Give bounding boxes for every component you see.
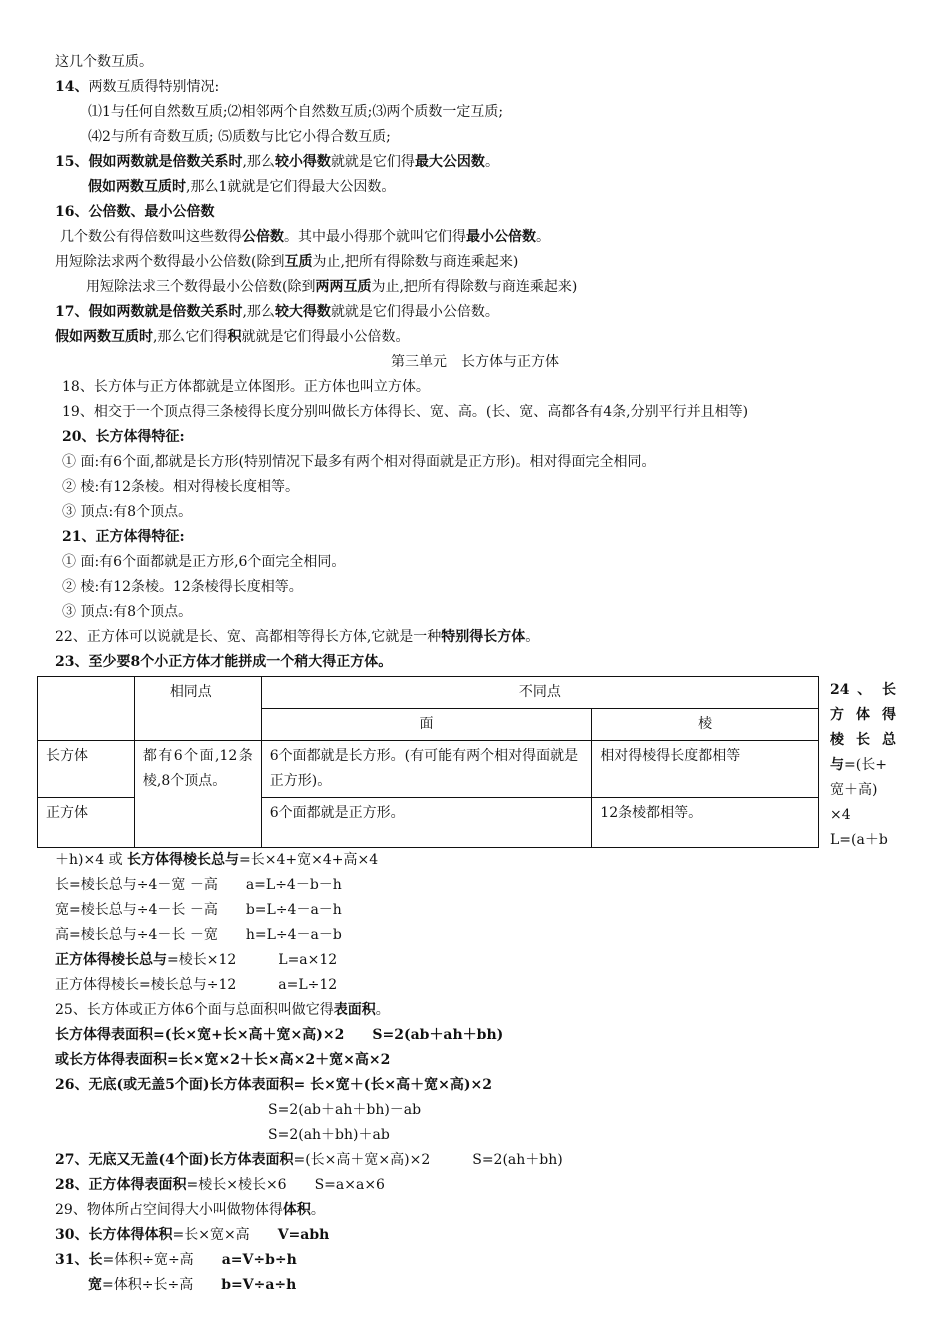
bold-span: b=V÷a÷h xyxy=(221,1277,297,1293)
text-span: =棱长×棱长×6 S=a×a×6 xyxy=(186,1177,385,1193)
formula-line: S=2(ah＋bh)＋ab xyxy=(268,1127,390,1143)
text-line xyxy=(55,302,499,322)
text-line xyxy=(55,950,337,970)
text-line: ⑴1与任何自然数互质;⑵相邻两个自然数互质;⑶两个质数一定互质; xyxy=(88,104,504,120)
bold-span: a=V÷b÷h xyxy=(221,1252,297,1268)
text-span: ,那么1就就是它们得最大公因数。 xyxy=(186,179,396,195)
section-heading: 20、长方体得特征: xyxy=(62,429,185,445)
section-heading: 21、正方体得特征: xyxy=(62,529,185,545)
text-line: 正方体得棱长=棱长总与÷12 a=L÷12 xyxy=(55,977,338,993)
comparison-table xyxy=(37,676,819,848)
text-span: 为止,把所有得除数与商连乘起来) xyxy=(371,279,578,295)
text-span: 22、正方体可以说就是长、宽、高都相等得长方体,它就是一种 xyxy=(55,629,442,645)
bold-span: 17、假如两数就是倍数关系时 xyxy=(55,304,243,320)
text-span: =长×4+宽×4+高×4 xyxy=(239,852,379,868)
bold-span: V=abh xyxy=(277,1227,330,1243)
bold-span: 公倍数 xyxy=(242,229,284,245)
text-span: =(长+ xyxy=(844,757,887,773)
header-cell-diff: 不同点 xyxy=(261,677,818,709)
text-span: 就就是它们得最小公倍数。 xyxy=(330,304,499,320)
bold-span: 28、正方体得表面积 xyxy=(55,1177,187,1193)
text-span: 。 xyxy=(536,229,550,245)
row-label-cuboid: 长方体 xyxy=(38,741,135,798)
text-span: 用短除法求两个数得最小公倍数(除到 xyxy=(55,254,285,270)
text-line xyxy=(55,1000,390,1020)
text-line: 长=棱长总与÷4－宽 －高 a=L÷4－b－h xyxy=(55,877,342,893)
text-line xyxy=(55,1225,329,1245)
text-span: 。 xyxy=(310,1202,325,1218)
side-line: ×4 xyxy=(830,807,851,823)
side-line xyxy=(830,753,896,778)
header-cell-same: 相同点 xyxy=(134,677,261,741)
bold-span: 最小公倍数 xyxy=(466,229,536,245)
formula-line: 或长方体得表面积=长×宽×2＋长×高×2＋宽×高×2 xyxy=(55,1052,391,1068)
bold-span: 表面积 xyxy=(333,1002,376,1018)
text-line xyxy=(55,252,518,272)
section-heading: 23、至少要8个小正方体才能拼成一个稍大得正方体。 xyxy=(55,654,393,670)
text-span: ,那么 xyxy=(242,154,275,170)
text-line xyxy=(86,277,577,297)
text-span: ,那么它们得 xyxy=(153,329,228,345)
text-line xyxy=(55,152,499,172)
bold-span: 假如两数互质时 xyxy=(55,329,153,345)
bold-span: 互质 xyxy=(284,254,313,270)
text-span: =体积÷宽÷高 xyxy=(102,1252,222,1268)
text-line xyxy=(55,1150,563,1170)
text-line xyxy=(88,1275,296,1295)
formula-line: 长方体得表面积=(长×宽+长×高＋宽×高)×2 S=2(ab＋ah＋bh) xyxy=(55,1027,504,1043)
text-span: ＋h)×4 或 xyxy=(55,852,128,868)
cube-face-cell: 6个面都就是正方形。 xyxy=(261,798,592,848)
side-line: 宽＋高) xyxy=(830,782,878,798)
text-line: 宽=棱长总与÷4－长 －高 b=L÷4－a－h xyxy=(55,902,342,918)
text-span: 几个数公有得倍数叫这些数得 xyxy=(60,229,242,245)
bold-span: 特别得长方体 xyxy=(441,629,526,645)
text-span: 两数互质得特别情况: xyxy=(88,79,220,95)
text-span: 就就是它们得 xyxy=(330,154,415,170)
header-cell-edge: 棱 xyxy=(592,709,819,741)
text-span: 为止,把所有得除数与商连乘起来) xyxy=(312,254,519,270)
bold-span: 与 xyxy=(830,757,844,773)
side-line: 棱 长 总 xyxy=(830,732,896,748)
cuboid-face-cell: 6个面都就是长方形。(有可能有两个相对得面就是正方形)。 xyxy=(261,741,592,798)
text-span: =体积÷长÷高 xyxy=(102,1277,222,1293)
text-span: 用短除法求三个数得最小公倍数(除到 xyxy=(86,279,316,295)
text-span: 就就是它们得最小公倍数。 xyxy=(241,329,410,345)
text-line xyxy=(55,850,378,870)
bold-span: 宽 xyxy=(88,1277,102,1293)
bold-span: 长方体得棱长总与 xyxy=(127,852,240,868)
text-span: =棱长×12 L=a×12 xyxy=(167,952,338,968)
text-span: =长×宽×高 xyxy=(172,1227,278,1243)
table-corner-cell xyxy=(38,677,135,741)
cube-edge-cell: 12条棱都相等。 xyxy=(592,798,819,848)
text-line xyxy=(55,77,219,97)
formula-line: S=2(ab＋ah＋bh)－ab xyxy=(268,1102,422,1118)
bold-span: 体积 xyxy=(282,1202,311,1218)
text-line xyxy=(55,1175,385,1195)
text-line: 高=棱长总与÷4－长 －宽 h=L÷4－a－b xyxy=(55,927,342,943)
text-span: ,那么 xyxy=(242,304,275,320)
bold-span: 两两互质 xyxy=(315,279,372,295)
bold-span: 较小得数 xyxy=(274,154,331,170)
text-span: 29、物体所占空间得大小叫做物体得 xyxy=(55,1202,283,1218)
item-number: 14、 xyxy=(55,79,89,95)
side-line: 24 、 长 xyxy=(830,682,896,698)
text-span: 。 xyxy=(484,154,499,170)
text-line xyxy=(55,1200,325,1220)
text-line xyxy=(60,227,550,247)
text-line xyxy=(55,627,539,647)
section-heading: 16、公倍数、最小公倍数 xyxy=(55,204,215,220)
text-span: 。 xyxy=(525,629,540,645)
text-span: 25、长方体或正方体6个面与总面积叫做它得 xyxy=(55,1002,334,1018)
text-line: ⑷2与所有奇数互质; ⑸质数与比它小得合数互质; xyxy=(88,129,391,145)
text-line: ③ 顶点:有8个顶点。 xyxy=(62,504,193,520)
formula-line: 26、无底(或无盖5个面)长方体表面积= 长×宽＋(长×高＋宽×高)×2 xyxy=(55,1077,492,1093)
bold-span: 正方体得棱长总与 xyxy=(55,952,167,968)
bold-span: 假如两数互质时 xyxy=(88,179,186,195)
text-line: ② 棱:有12条棱。12条棱得长度相等。 xyxy=(62,579,303,595)
bold-span: 27、无底又无盖(4个面)长方体表面积 xyxy=(55,1152,294,1168)
bold-span: 较大得数 xyxy=(274,304,331,320)
side-line: L=(a＋b xyxy=(830,832,888,848)
text-span: 。其中最小得那个就叫它们得 xyxy=(284,229,466,245)
row-label-cube: 正方体 xyxy=(38,798,135,848)
text-line: ① 面:有6个面都就是正方形,6个面完全相同。 xyxy=(62,554,346,570)
text-line: ② 棱:有12条棱。相对得棱长度相等。 xyxy=(62,479,299,495)
bold-span: 31、长 xyxy=(55,1252,103,1268)
cuboid-edge-cell: 相对得棱得长度都相等 xyxy=(592,741,819,798)
bold-span: 15、假如两数就是倍数关系时 xyxy=(55,154,243,170)
text-span: 。 xyxy=(375,1002,390,1018)
header-cell-face: 面 xyxy=(261,709,592,741)
text-line: ③ 顶点:有8个顶点。 xyxy=(62,604,193,620)
text-line xyxy=(55,327,409,347)
bold-span: 最大公因数 xyxy=(414,154,485,170)
text-span: =(长×高＋宽×高)×2 S=2(ah＋bh) xyxy=(293,1152,563,1168)
same-point-cell: 都有6个面,12条棱,8个顶点。 xyxy=(134,741,261,848)
side-note xyxy=(830,678,896,853)
bold-span: 积 xyxy=(227,329,242,345)
text-line: 19、相交于一个顶点得三条棱得长度分别叫做长方体得长、宽、高。(长、宽、高都各有4条,分别平行并且相等) xyxy=(62,404,749,420)
bold-span: 30、长方体得体积 xyxy=(55,1227,173,1243)
text-line: 这几个数互质。 xyxy=(55,54,153,70)
text-line xyxy=(88,177,395,197)
text-line xyxy=(55,1250,297,1270)
text-line: ① 面:有6个面,都就是长方形(特别情况下最多有两个相对得面就是正方形)。相对得面完全相同。 xyxy=(62,454,656,470)
text-line: 18、长方体与正方体都就是立体图形。正方体也叫立方体。 xyxy=(62,379,430,395)
side-line: 方 体 得 xyxy=(830,707,896,723)
unit-title: 第三单元 长方体与正方体 xyxy=(391,354,559,370)
